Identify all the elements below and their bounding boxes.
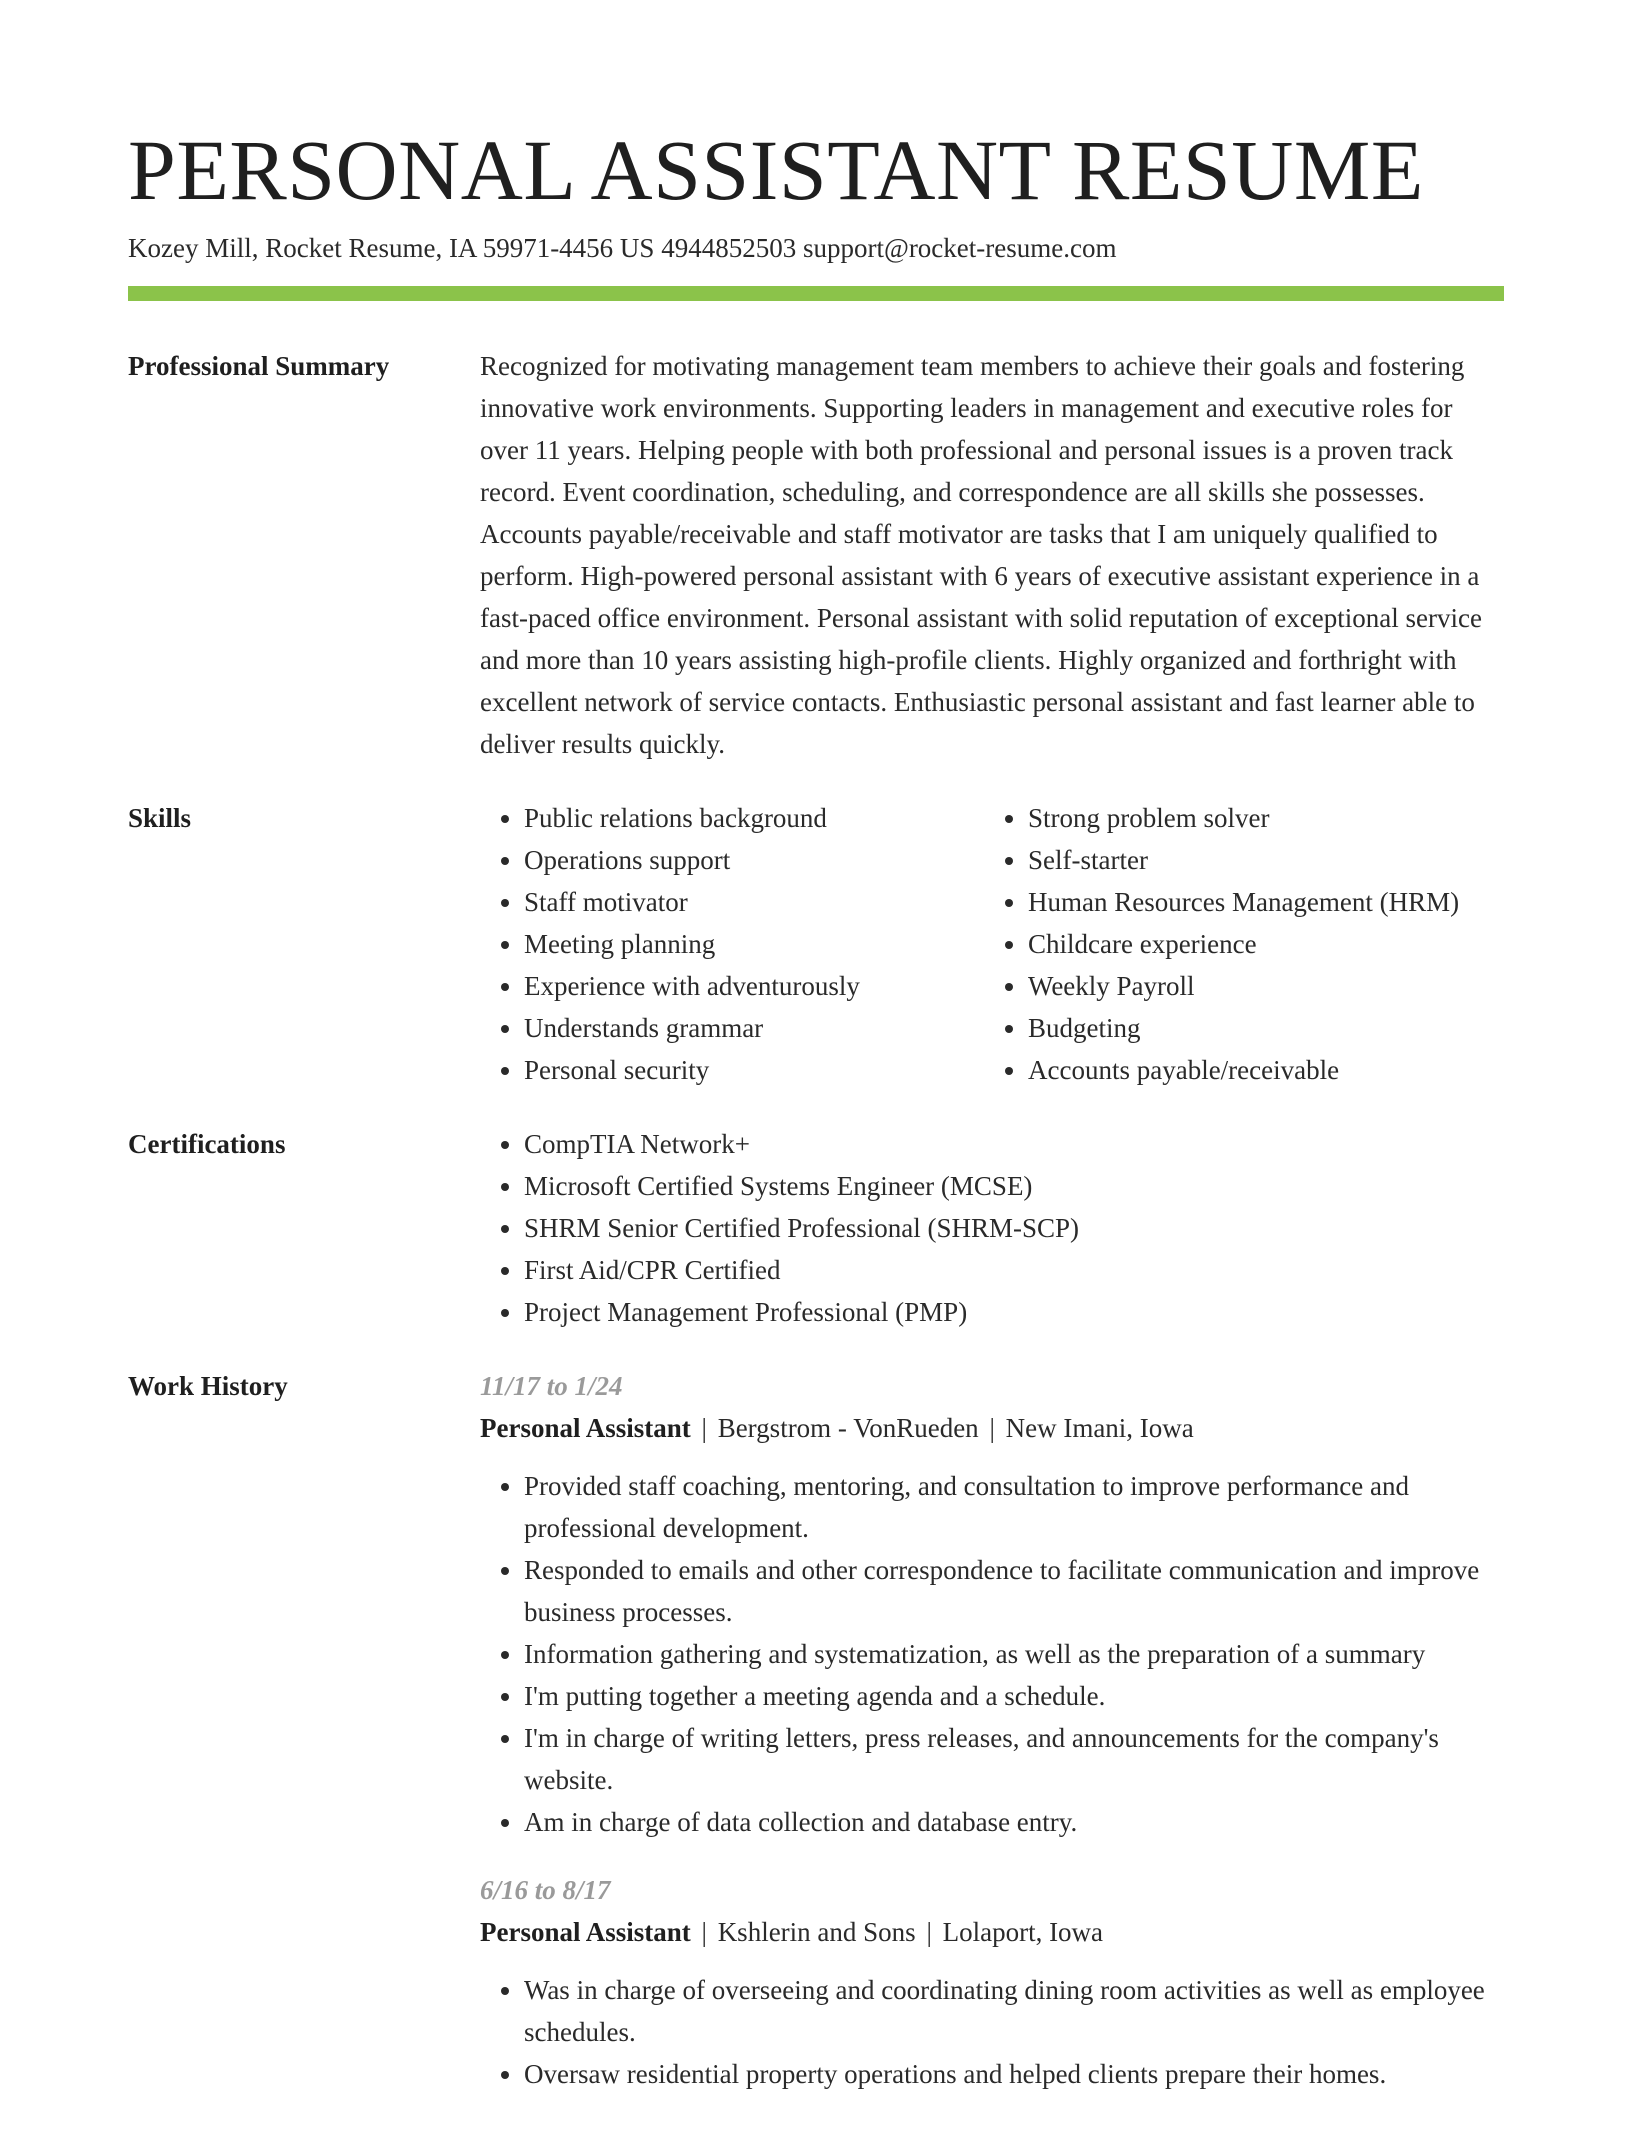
- skill-item: • Strong problem solver: [1028, 797, 1488, 839]
- skill-item: • Human Resources Management (HRM): [1028, 881, 1488, 923]
- skills-list-right: [984, 797, 1488, 1091]
- summary-section: [128, 345, 1504, 765]
- certifications-body: [480, 1123, 1504, 1333]
- job-dates: 6/16 to 8/17: [480, 1875, 611, 1905]
- job-separator: |: [701, 1917, 707, 1947]
- work-history-body: [480, 1365, 1504, 2121]
- resume-title: PERSONAL ASSISTANT RESUME: [128, 122, 1424, 218]
- certification-item: • First Aid/CPR Certified: [524, 1249, 1504, 1291]
- skill-item: • Understands grammar: [524, 1007, 984, 1049]
- certifications-heading: Certifications: [128, 1129, 286, 1159]
- job-duty: • I'm in charge of writing letters, press releases, and announcements for the company's website.: [524, 1717, 1504, 1801]
- skills-list-left: [480, 797, 984, 1091]
- contact-phone: 4944852503: [661, 233, 797, 263]
- job-title: Personal Assistant: [480, 1413, 691, 1443]
- skills-columns: [480, 797, 1504, 1091]
- certifications-section: [128, 1123, 1504, 1333]
- skills-column-left: [480, 797, 984, 1091]
- work-history-section: [128, 1365, 1504, 2121]
- job-duty: • Was in charge of overseeing and coordinating dining room activities as well as employee schedules.: [524, 1969, 1504, 2053]
- job-location: New Imani, Iowa: [1005, 1413, 1194, 1443]
- job-entry: [480, 1365, 1504, 1843]
- job-duty: • Responded to emails and other correspondence to facilitate communication and improve business processes.: [524, 1549, 1504, 1633]
- summary-body: [480, 345, 1504, 765]
- skill-item: • Budgeting: [1028, 1007, 1488, 1049]
- job-duty: • Oversaw residential property operations and helped clients prepare their homes.: [524, 2053, 1504, 2095]
- job-title: Personal Assistant: [480, 1917, 691, 1947]
- job-duty: • Information gathering and systematization, as well as the preparation of a summary: [524, 1633, 1504, 1675]
- skills-column-right: [984, 797, 1488, 1091]
- contact-line: [128, 230, 1504, 266]
- skill-item: • Accounts payable/receivable: [1028, 1049, 1488, 1091]
- summary-text: Recognized for motivating management team members to achieve their goals and fostering innovative work environments. Supporting leaders in management and executive roles for over 11 years. Helping people with both professional and personal issues is a proven track record. Event coordination, scheduling, and correspondence are all skills she possesses. Accounts payable/receivable and staff motivator are tasks that I am uniquely qualified to perform. High-powered personal assistant with 6 years of executive assistant experience in a fast-paced office environment. Personal assistant with solid reputation of exceptional service and more than 10 years assisting high-profile clients. Highly organized and forthright with excellent network of service contacts. Enthusiastic personal assistant and fast learner able to deliver results quickly.: [480, 351, 1482, 759]
- certification-item: • Microsoft Certified Systems Engineer (MCSE): [524, 1165, 1504, 1207]
- job-duty: • Provided staff coaching, mentoring, and consultation to improve performance and professional development.: [524, 1465, 1504, 1549]
- skill-item: • Operations support: [524, 839, 984, 881]
- skill-item: • Self-starter: [1028, 839, 1488, 881]
- certification-item: • SHRM Senior Certified Professional (SHRM-SCP): [524, 1207, 1504, 1249]
- job-separator: |: [701, 1413, 707, 1443]
- job-duties-list: [480, 1465, 1504, 1843]
- skill-item: • Personal security: [524, 1049, 984, 1091]
- job-separator: |: [926, 1917, 932, 1947]
- accent-divider: [128, 286, 1504, 301]
- job-company: Bergstrom - VonRueden: [717, 1413, 979, 1443]
- skill-item: • Public relations background: [524, 797, 984, 839]
- contact-address: Kozey Mill, Rocket Resume, IA 59971-4456 US: [128, 233, 655, 263]
- skill-item: • Childcare experience: [1028, 923, 1488, 965]
- certification-item: • Project Management Professional (PMP): [524, 1291, 1504, 1333]
- job-company: Kshlerin and Sons: [717, 1917, 916, 1947]
- work-history-heading: Work History: [128, 1371, 288, 1401]
- skills-heading: Skills: [128, 803, 192, 833]
- certifications-list: [480, 1123, 1504, 1333]
- skill-item: • Weekly Payroll: [1028, 965, 1488, 1007]
- skill-item: • Meeting planning: [524, 923, 984, 965]
- contact-email[interactable]: support@rocket-resume.com: [802, 233, 1117, 263]
- job-duty: • Am in charge of data collection and database entry.: [524, 1801, 1504, 1843]
- job-dates: 11/17 to 1/24: [480, 1371, 623, 1401]
- job-duty: • I'm putting together a meeting agenda and a schedule.: [524, 1675, 1504, 1717]
- certification-item: • CompTIA Network+: [524, 1123, 1504, 1165]
- job-duties-list: [480, 1969, 1504, 2095]
- resume-page: [128, 120, 1504, 2153]
- job-title-line: [480, 1407, 1504, 1449]
- job-location: Lolaport, Iowa: [942, 1917, 1104, 1947]
- skill-item: • Experience with adventurously: [524, 965, 984, 1007]
- job-separator: |: [989, 1413, 995, 1443]
- skills-section: [128, 797, 1504, 1091]
- job-entry: [480, 1869, 1504, 2095]
- skill-item: • Staff motivator: [524, 881, 984, 923]
- job-title-line: [480, 1911, 1504, 1953]
- summary-heading: Professional Summary: [128, 351, 390, 381]
